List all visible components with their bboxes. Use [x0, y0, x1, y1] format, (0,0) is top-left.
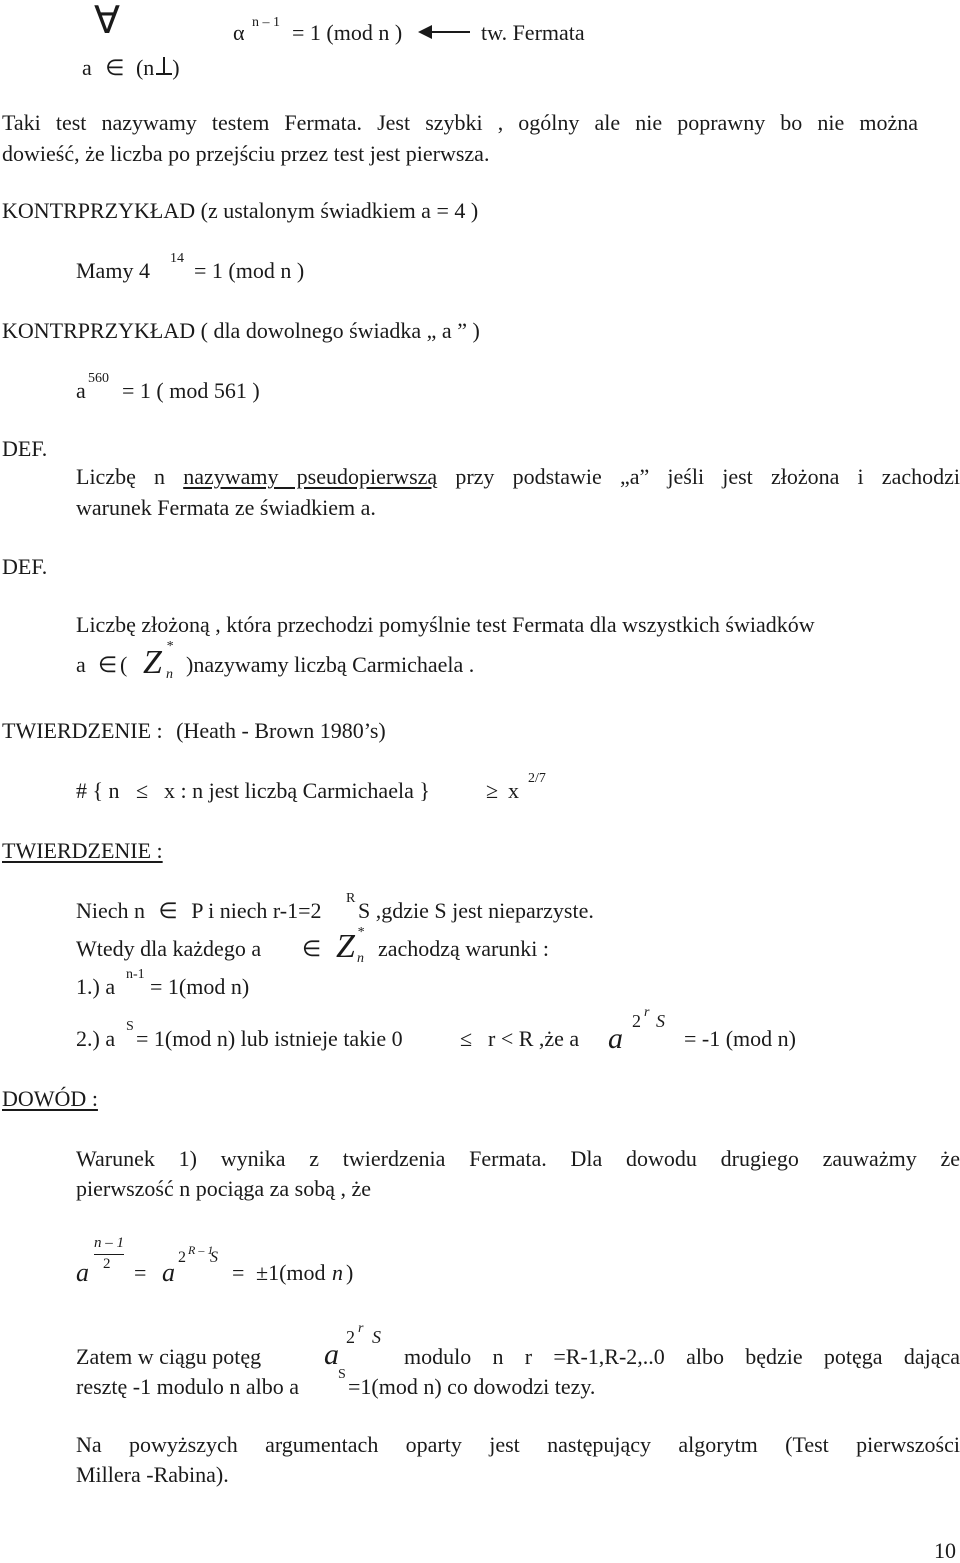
theorem-1-formula-a: # { n [76, 778, 120, 803]
theorem-1-exponent: 2/7 [528, 771, 546, 786]
def-2-z-sub: n [166, 667, 173, 682]
theorem-2-z-symbol: Z [336, 928, 355, 965]
proof-eq-equals-1: = [134, 1260, 147, 1285]
theorem-2-big-exp-r: r [644, 1005, 650, 1020]
def-1-pre: Liczbę n [76, 464, 184, 489]
proof-line-4-a: resztę -1 modulo n albo a [76, 1374, 299, 1399]
def-2-rest: )nazywamy liczbą Carmichaela . [186, 652, 475, 677]
theorem-2-element-of: ∈ [158, 898, 178, 923]
forall-symbol: ∀ [94, 0, 120, 42]
theorem-1-heading [2, 720, 386, 742]
fermat-congruence-rest: = 1 (mod n ) [292, 20, 403, 45]
proof-eq-close: ) [346, 1260, 354, 1285]
condition-set: (n [135, 55, 155, 80]
page-number: 10 [934, 1538, 956, 1563]
theorem-2-line-1 [76, 900, 322, 922]
theorem-2-z-sup: * [357, 925, 364, 940]
fermat-theorem-label: tw. Fermata [481, 20, 585, 45]
theorem-2-cond-2-c: r < R ,że a [488, 1026, 580, 1051]
theorem-1-geq: ≥ [486, 778, 499, 803]
theorem-2-line-1-c: S ,gdzie S jest nieparzyste. [358, 898, 594, 923]
theorem-2-z-sub: n [357, 951, 364, 966]
counterexample-1-formula [76, 260, 150, 282]
proof-eq-exp2: 2 [178, 1249, 186, 1266]
element-of-symbol: ∈ [105, 55, 125, 80]
def-1-term: nazywamy pseudopierwszą [183, 464, 438, 489]
proof-line-4-b: =1(mod n) co dowodzi tezy. [348, 1374, 596, 1399]
condition-a: a [82, 55, 92, 80]
theorem-1-attribution: (Heath - Brown 1980’s) [176, 718, 386, 743]
proof-eq-exp2-s: S [210, 1249, 218, 1266]
proof-line-2: pierwszość n pociąga za sobą , że [76, 1176, 372, 1201]
proof-eq-frac-num: n – 1 [94, 1235, 124, 1251]
theorem-2-cond-2-exp: S [126, 1019, 134, 1034]
formula-rest: = 1 (mod n ) [194, 258, 305, 283]
def-2-label: DEF. [2, 554, 48, 579]
theorem-2-cond-1-a: 1.) a [76, 974, 116, 999]
def-1-post: przy podstawie „a” jeśli jest złożona i zachodzi [437, 464, 960, 489]
proof-line-3-a: Zatem w ciągu potęg [76, 1344, 262, 1369]
formula-exponent: 14 [170, 251, 184, 266]
proof-eq-pm: ±1(mod [256, 1260, 326, 1285]
def-2-element-of: ∈ [98, 652, 118, 677]
proof-line-3-b: modulo n r =R-1,R-2,..0 albo będzie potęga dająca [404, 1344, 960, 1369]
theorem-2-cond-1-b: = 1(mod n) [150, 974, 250, 999]
def-2-line-1: Liczbę złożoną , która przechodzi pomyślnie test Fermata dla wszystkich świadków [76, 612, 815, 637]
fermat-condition [82, 55, 180, 79]
counterexample-2-exponent: 560 [88, 371, 109, 386]
def-1-label: DEF. [2, 436, 48, 461]
theorem-2-cond-1-exp: n-1 [126, 967, 145, 982]
fermat-congruence [233, 22, 245, 44]
proof-eq-exp2-r: R – 1 [188, 1243, 214, 1257]
theorem-2-line-2-a: Wtedy dla każdego a [76, 936, 262, 961]
proof-line-3-exp-r: r [358, 1321, 364, 1336]
alpha-symbol: α [233, 20, 245, 45]
theorem-2-line-2-b: zachodzą warunki : [378, 936, 550, 961]
proof-line-3-big-a: a [324, 1338, 339, 1371]
def-2-z-symbol: Z [143, 644, 162, 681]
theorem-2-cond-2-a: 2.) a [76, 1026, 116, 1051]
def-2-z-sup: * [166, 639, 173, 654]
perp-symbol [156, 57, 172, 77]
theorem-2-big-a: a [608, 1022, 623, 1055]
intro-line-1: Taki test nazywamy testem Fermata. Jest szybki , ogólny ale nie poprawny bo nie można [2, 110, 918, 135]
counterexample-2-heading: KONTRPRZYKŁAD ( dla dowolnego świadka „ a ” ) [2, 318, 480, 343]
def-1-line-1 [76, 466, 960, 488]
proof-eq-equals-2: = [232, 1260, 245, 1285]
def-2-open: ( [120, 652, 128, 677]
proof-line-1: Warunek 1) wynika z twierdzenia Fermata. Dla dowodu drugiego zauważmy że [76, 1146, 960, 1171]
proof-line-5: Na powyższych argumentach oparty jest następujący algorytm (Test pierwszości [76, 1432, 960, 1457]
proof-line-3-exp-num: 2 [346, 1327, 355, 1347]
counterexample-2-rest: = 1 ( mod 561 ) [122, 378, 260, 403]
theorem-1-formula-b: x : n jest liczbą Carmichaela } [164, 778, 430, 803]
proof-line-4-exp: S [338, 1367, 346, 1382]
theorem-2-label: TWIERDZENIE : [2, 838, 163, 863]
intro-line-2: dowieść, że liczba po przejściu przez test jest pierwsza. [2, 141, 490, 166]
proof-eq-a: a [76, 1258, 89, 1287]
arrow-left-icon [418, 25, 470, 39]
theorem-1-label: TWIERDZENIE : [2, 718, 163, 743]
def-2-a: a [76, 652, 86, 677]
theorem-2-leq: ≤ [460, 1026, 473, 1051]
theorem-2-cond-2-d: = -1 (mod n) [684, 1026, 796, 1051]
proof-eq-a2: a [162, 1258, 175, 1287]
theorem-2-cond-2-b: = 1(mod n) lub istnieje takie 0 [136, 1026, 403, 1051]
theorem-1-formula-c: x [508, 778, 519, 803]
theorem-2-line-1-exp: R [346, 891, 356, 906]
proof-eq-frac-den: 2 [103, 1256, 111, 1272]
formula-base: Mamy 4 [76, 258, 150, 283]
proof-line-3-exp-s: S [372, 1327, 381, 1347]
proof-eq-frac-bar [94, 1254, 124, 1255]
theorem-2-line-1-a: Niech n [76, 898, 146, 923]
theorem-2-line-1-b: P i niech r-1=2 [191, 898, 322, 923]
proof-eq-n: n [332, 1260, 343, 1285]
theorem-2-big-exp-s: S [656, 1011, 665, 1031]
theorem-2-big-exp-num: 2 [632, 1011, 641, 1031]
counterexample-2-base: a [76, 378, 86, 403]
condition-close: ) [172, 55, 180, 80]
fermat-exponent: n – 1 [252, 15, 280, 30]
theorem-1-leq: ≤ [136, 778, 149, 803]
def-1-line-2: warunek Fermata ze świadkiem a. [76, 495, 376, 520]
theorem-2-element-of-2: ∈ [302, 936, 322, 961]
proof-line-6: Millera -Rabina). [76, 1462, 229, 1487]
counterexample-1-heading: KONTRPRZYKŁAD (z ustalonym świadkiem a = 4 ) [2, 198, 479, 223]
proof-label: DOWÓD : [2, 1086, 98, 1111]
